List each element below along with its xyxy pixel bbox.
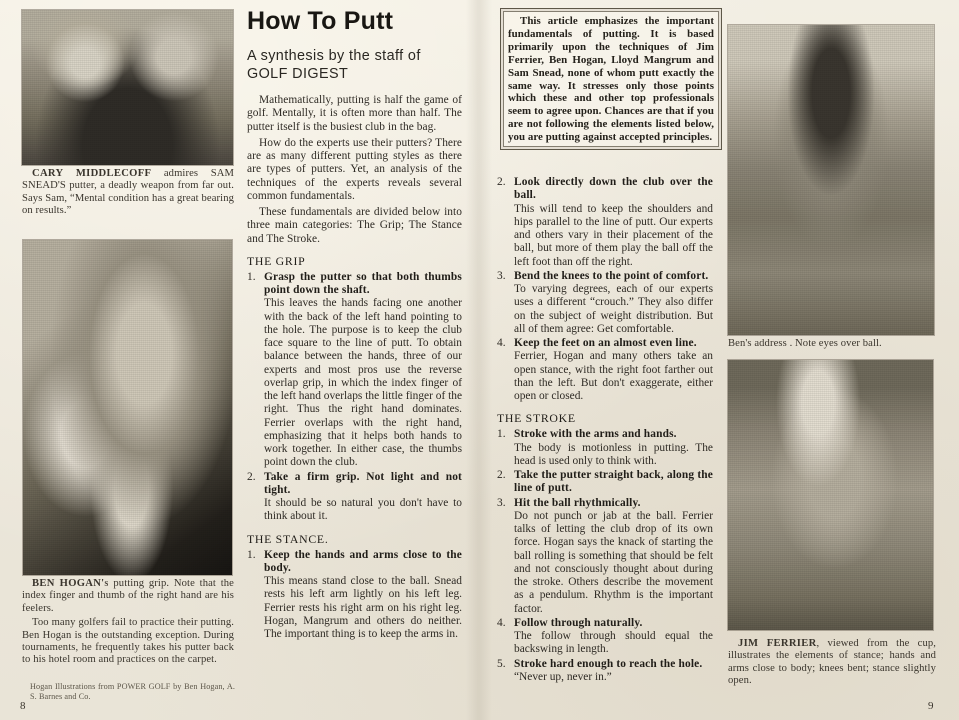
caption-middlecoff: [22, 168, 234, 220]
item-number: 1.: [247, 270, 256, 283]
item-number: 3.: [497, 496, 506, 509]
photo-grain: [23, 240, 232, 575]
item-headline: Stroke with the arms and hands.: [514, 428, 677, 441]
list-item: [497, 428, 713, 468]
photo-jim-ferrier: [728, 360, 933, 630]
item-number: 1.: [497, 428, 506, 441]
page-title: How To Putt: [247, 7, 394, 35]
item-number: 2.: [247, 470, 256, 483]
article-callout-box: [500, 8, 722, 150]
item-detail: The follow through should equal the backswing in length.: [514, 630, 713, 656]
caption-lead: CARY MIDDLECOFF: [32, 168, 152, 179]
intro-paragraph: These fundamentals are divided below into three main categories: The Grip; The Stance and The Stroke.: [247, 206, 462, 245]
caption-jim-ferrier: [728, 638, 936, 690]
photo-ben-hogan-address: [728, 25, 934, 335]
photo-grain: [728, 360, 933, 630]
photo-credit-line: Hogan Illustrations from POWER GOLF by Ben Hogan, A. S. Barnes and Co.: [30, 682, 235, 701]
photo-ben-hogan-grip: [23, 240, 232, 575]
item-detail: Ferrier, Hogan and many others take an open stance, with the right foot farther out than the left. But don't exaggerate, either open or closed.: [514, 350, 713, 402]
subhead-line-1: A synthesis by the staff of: [247, 48, 421, 64]
page-fold-shadow: [466, 0, 492, 720]
article-intro: [247, 94, 462, 246]
item-headline: Bend the knees to the point of comfort.: [514, 269, 709, 282]
caption-lead: BEN HOGAN's: [32, 578, 109, 589]
stance-item-list-part-two: [497, 176, 713, 403]
item-headline: Hit the ball rhythmically.: [514, 496, 641, 509]
photo-cary-middlecoff-sam-snead: [22, 10, 233, 165]
item-headline: Take the putter straight back, along the line of putt.: [514, 469, 713, 495]
article-column-two: [497, 176, 713, 685]
list-item: [497, 497, 713, 616]
item-detail: “Never up, never in.”: [514, 670, 612, 683]
stroke-item-list: [497, 428, 713, 684]
subhead-line-2: GOLF DIGEST: [247, 65, 349, 82]
folio-left: 8: [20, 700, 26, 712]
caption-extra: Too many golfers fail to practice their putting. Ben Hogan is the outstanding exception. During tournaments, he frequently takes his putter back to his hotel room and practices on the carpet.: [22, 617, 234, 666]
caption-hogan-grip: [22, 578, 234, 669]
caption-text: putting grip. Note that the index finger and thumb of the right hand are his feelers.: [22, 578, 234, 614]
caption-text: , viewed from the cup, illustrates the elements of stance; hands and arms close to body; knees bent; stance slightly open.: [728, 638, 937, 687]
item-detail: Do not punch or jab at the ball. Ferrier talks of letting the club drop of its own force. Hogan says the knack of starting the ball rolling is something that should be felt and not consciously thought about during the stroke. Others describe the movement as a pendulum. Rhythm is the important factor.: [514, 509, 713, 615]
list-item: [497, 270, 713, 336]
photo-grain: [22, 10, 233, 165]
section-heading-grip: THE GRIP: [247, 253, 306, 268]
caption-text: Ben's address . Note eyes over ball.: [728, 338, 882, 349]
list-item: [497, 337, 713, 403]
list-item: [497, 617, 713, 657]
item-number: 4.: [497, 337, 506, 349]
item-headline: Grasp the putter so that both thumbs point down the shaft.: [264, 270, 462, 296]
item-number: 3.: [497, 269, 506, 282]
stance-item-list-part-one: [247, 549, 462, 642]
grip-item-list: [247, 271, 462, 524]
item-detail: The body is motionless in putting. The head is used only to think with.: [514, 441, 713, 467]
photo-grain: [728, 25, 934, 335]
list-item: [247, 271, 462, 470]
item-detail: To varying degrees, each of our experts uses a different “crouch.” They also differ on the subject of weight distribution. But all of them agree: Get comfortable.: [514, 283, 713, 335]
intro-paragraph: Mathematically, putting is half the game of golf. Mentally, it is often more than half. The putter itself is the busiest club in the bag.: [247, 94, 462, 133]
callout-text: This article emphasizes the important fundamentals of putting. It is based primarily upon the techniques of Jim Ferrier, Ben Hogan, Lloyd Mangrum and Sam Snead, none of whom putt exactly the same way. It stresses only those points which these and other top professionals seem to agree upon. Chances are that if you are not following the elements listed below, you are putting against accepted principles.: [508, 15, 714, 144]
section-heading-stroke: THE STROKE: [497, 411, 576, 426]
folio-right: 9: [928, 700, 934, 712]
list-item: [497, 176, 713, 269]
item-number: 1.: [247, 548, 256, 561]
list-item: [247, 471, 462, 524]
caption-lead: JIM FERRIER: [738, 638, 817, 649]
item-number: 5.: [497, 657, 506, 670]
caption-text: admires SAM SNEAD'S putter, a deadly weapon from far out. Says Sam, “Mental condition has a great bearing on results.”: [22, 168, 234, 217]
item-number: 2.: [497, 469, 506, 481]
item-headline: Take a firm grip. Not light and not tight.: [264, 470, 462, 496]
item-detail: It should be so natural you don't have to think about it.: [264, 497, 462, 523]
list-item: [247, 549, 462, 642]
item-headline: Keep the hands and arms close to the body.: [264, 548, 462, 574]
item-headline: Stroke hard enough to reach the hole.: [514, 657, 703, 670]
item-number: 2.: [497, 176, 506, 188]
intro-paragraph: How do the experts use their putters? There are as many different putting styles as there are types of putters. Yet, an analysis of the techniques of the experts reveals several common fundamentals.: [247, 136, 462, 202]
caption-ben-address: [728, 338, 935, 352]
item-headline: Keep the feet on an almost even line.: [514, 337, 697, 349]
item-detail: This leaves the hands facing one another with the back of the left hand pointing to the hole. The purpose is to keep the club face square to the line of putt. To obtain balance between the hands, three of our experts and most pros use the reverse overlap grip, in which the index finger of the left hand overlaps the little finger of the right. Thus the right hand dominates. Ferrier overlaps with the right hand, emphasizing that it helps both hands to work together. In either case, the thumbs point down the club.: [264, 297, 463, 469]
item-number: 4.: [497, 616, 506, 629]
section-heading-stance: THE STANCE.: [247, 531, 329, 546]
article-column-one: [247, 8, 462, 642]
item-detail: This means stand close to the ball. Snead rests his left arm lightly on his left leg. Ferrier rests his right arm on his right leg. Hogan, Mangrum and others do neither. The important thing is to keep the arms in.: [264, 575, 462, 640]
article-subhead: [247, 48, 462, 83]
item-detail: This will tend to keep the shoulders and hips parallel to the line of putt. Our experts and others vary in their placement of the ball, but more of them play the ball off the left foot than off the right.: [514, 202, 713, 268]
list-item: [497, 469, 713, 496]
item-headline: Look directly down the club over the ball.: [514, 176, 713, 202]
item-headline: Follow through naturally.: [514, 616, 643, 629]
list-item: [497, 658, 713, 685]
